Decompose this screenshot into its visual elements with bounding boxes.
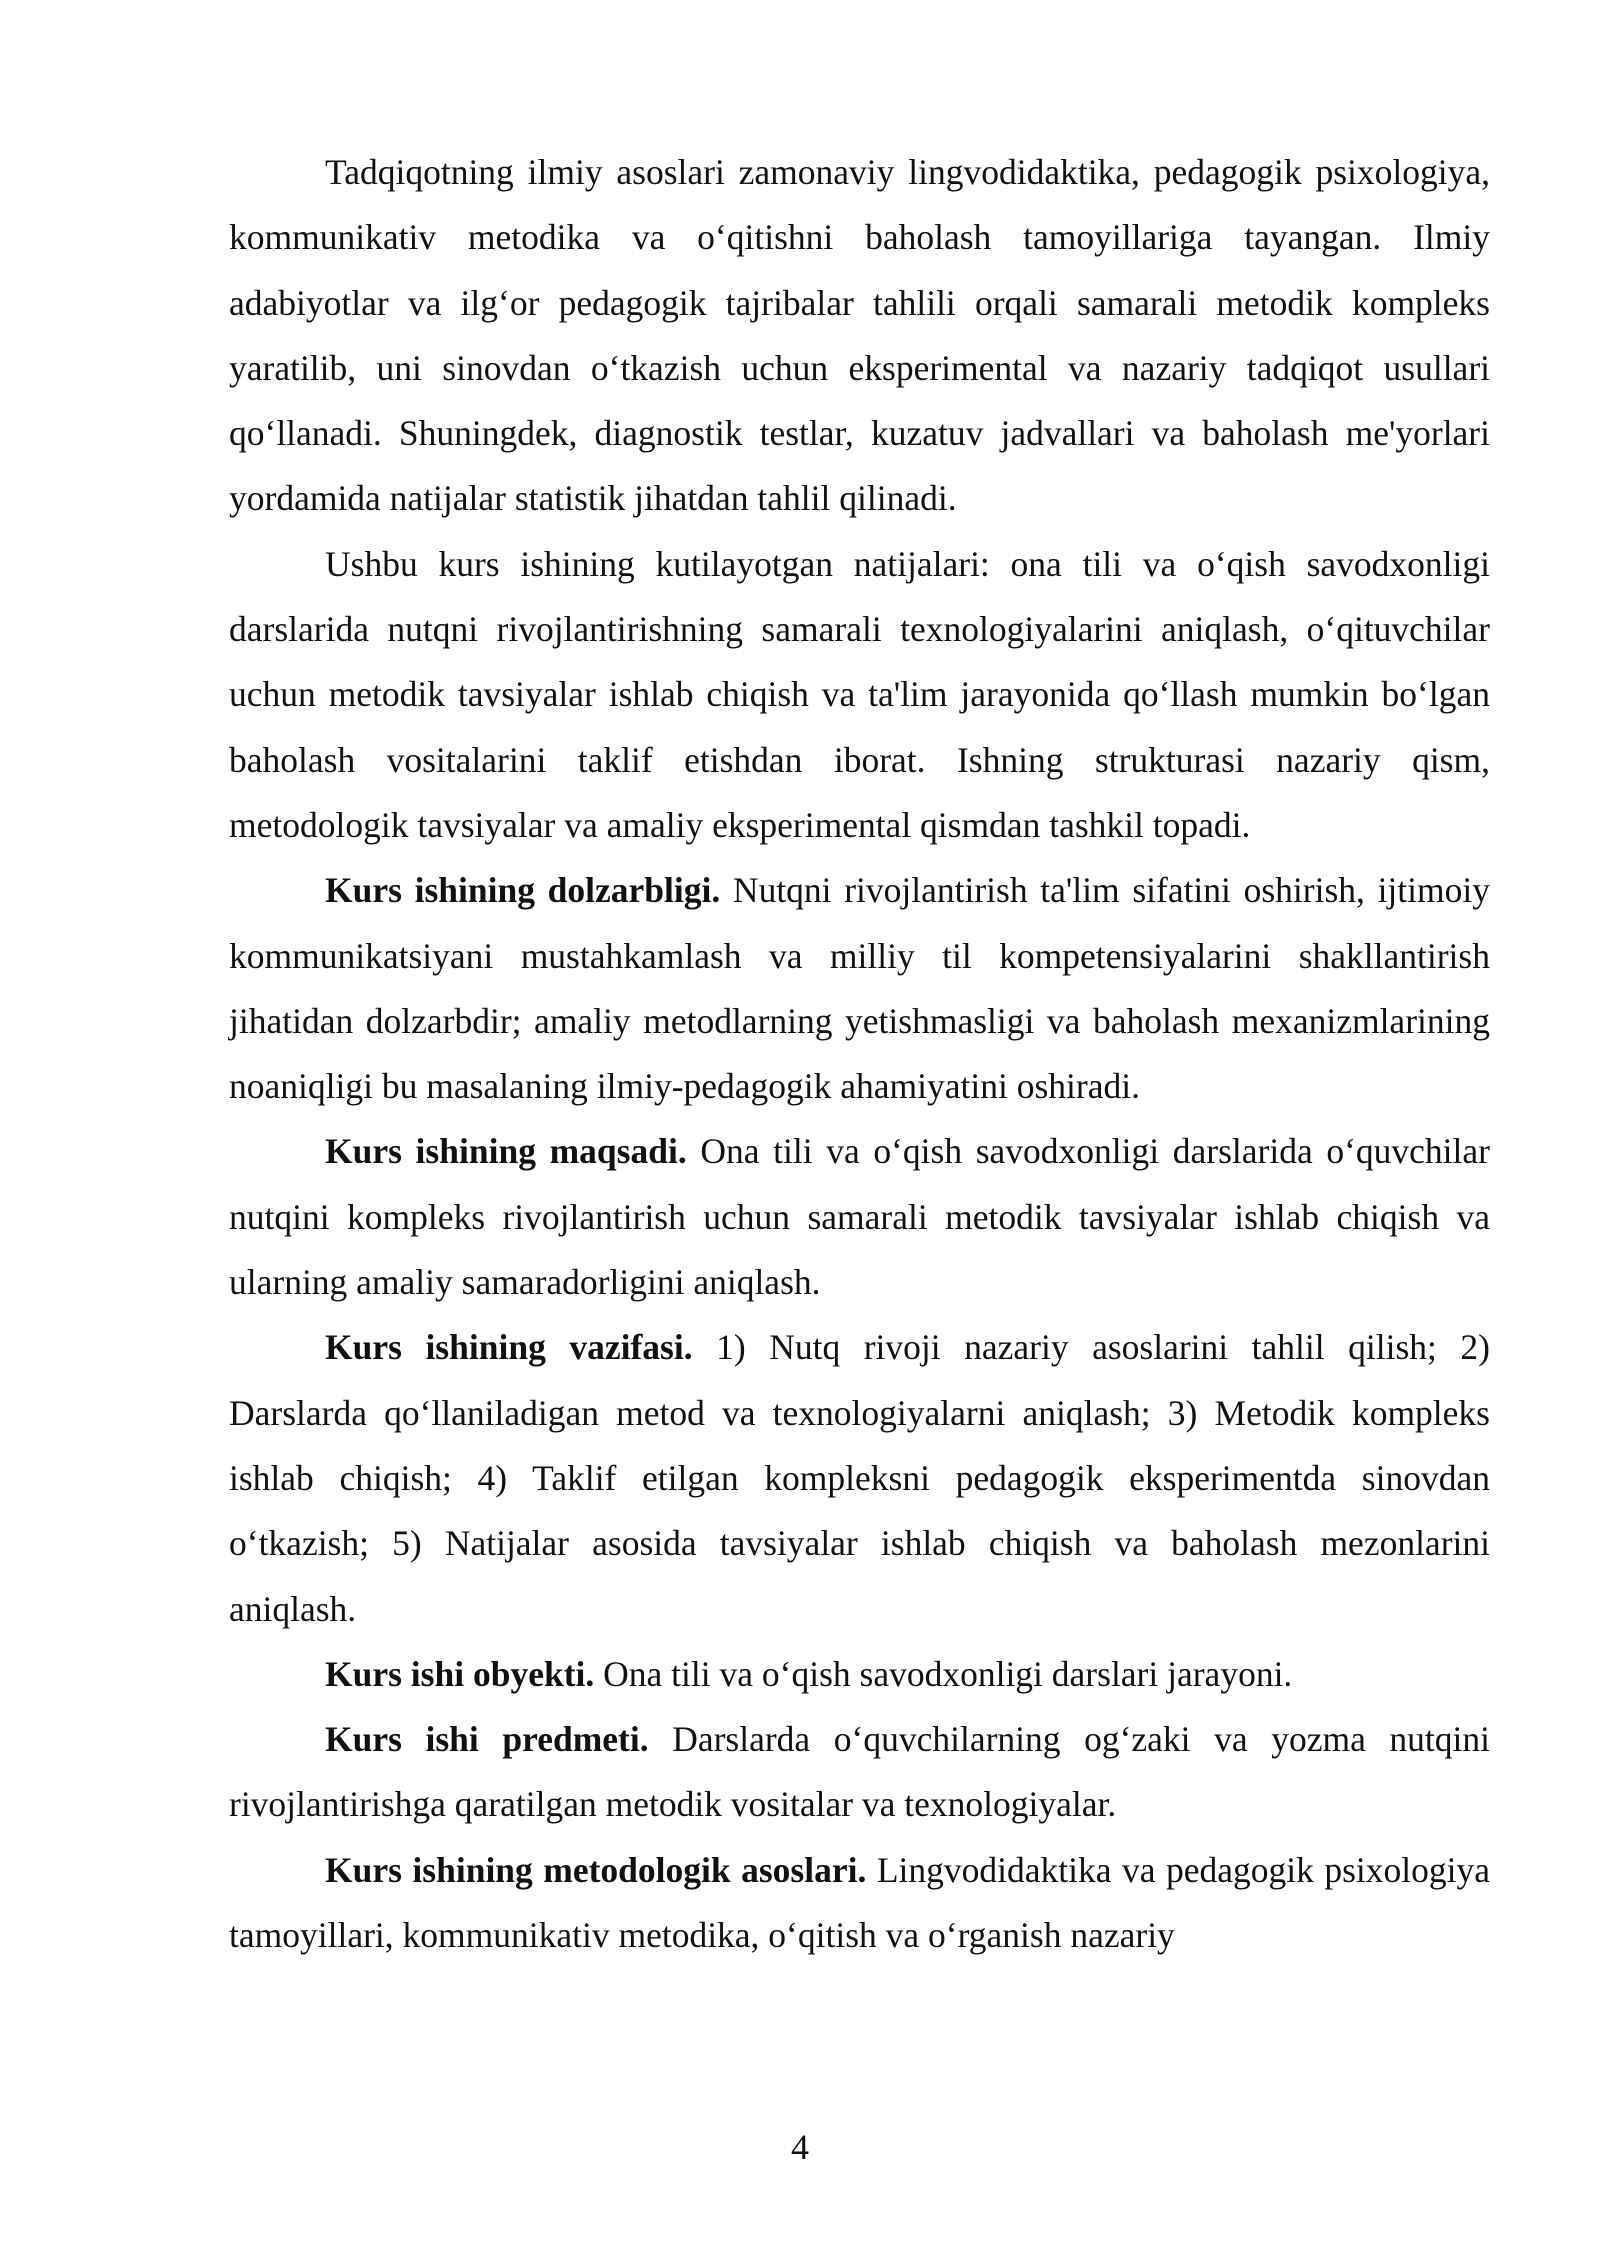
page-number: 4 bbox=[791, 2127, 809, 2167]
paragraph-text: Nutqni rivojlantirish ta'lim sifatini oshirish, ijtimoiy kommunikatsiyani mustahkamlash va milliy til kompetensiyalarini shakllantirish jihatidan dolzarbdir; amaliy metodlarning yetishmasligi va baholash mexanizmlarining noaniqligi bu masalaning ilmiy-pedagogik ahamiyatini oshiradi. bbox=[229, 870, 1490, 1107]
paragraph-text: Ona tili va o‘qish savodxonligi darslarida o‘quvchilar nutqini kompleks rivojlantirish uchun samarali metodik tavsiyalar ishlab chiqish va ularning amaliy samaradorligini aniqlash. bbox=[229, 1131, 1490, 1303]
paragraph-goal bbox=[229, 1119, 1490, 1315]
paragraph-object bbox=[229, 1642, 1490, 1707]
paragraph-relevance bbox=[229, 858, 1490, 1119]
paragraph-text: Ushbu kurs ishining kutilayotgan natijalari: ona tili va o‘qish savodxonligi darslarida nutqni rivojlantirishning samarali texnologiyalarini aniqlash, o‘qituvchilar uchun metodik tavsiyalar ishlab chiqish va ta'lim jarayonida qo‘llash mumkin bo‘lgan baholash vositalarini taklif etishdan iborat. Ishning strukturasi nazariy qism, metodologik tavsiyalar va amaliy eksperimental qismdan tashkil topadi. bbox=[229, 543, 1490, 845]
paragraph-heading: Kurs ishining dolzarbligi. bbox=[325, 870, 721, 911]
paragraph-heading: Kurs ishi obyekti. bbox=[325, 1653, 595, 1694]
paragraph-subject bbox=[229, 1707, 1490, 1838]
paragraph-tasks bbox=[229, 1315, 1490, 1641]
paragraph-heading: Kurs ishining maqsadi. bbox=[325, 1131, 687, 1172]
paragraph-heading: Kurs ishining metodologik asoslari. bbox=[325, 1849, 867, 1890]
paragraph-heading: Kurs ishining vazifasi. bbox=[325, 1327, 693, 1368]
paragraph-text: 1) Nutq rivoji nazariy asoslarini tahlil qilish; 2) Darslarda qo‘llaniladigan metod va texnologiyalarni aniqlash; 3) Metodik kompleks ishlab chiqish; 4) Taklif etilgan kompleksni pedagogik eksperimentda sinovdan o‘tkazish; 5) Natijalar asosida tavsiyalar ishlab chiqish va baholash mezonlarini aniqlash. bbox=[229, 1327, 1490, 1629]
paragraph-text: Darslarda o‘quvchilarning og‘zaki va yozma nutqini rivojlantirishga qaratilgan metodik vositalar va texnologiyalar. bbox=[229, 1719, 1490, 1825]
paragraph-research-basis bbox=[229, 140, 1490, 532]
paragraph-expected-results bbox=[229, 532, 1490, 858]
paragraph-text: Tadqiqotning ilmiy asoslari zamonaviy lingvodidaktika, pedagogik psixologiya, kommunikativ metodika va o‘qitishni baholash tamoyillariga tayangan. Ilmiy adabiyotlar va ilg‘or pedagogik tajribalar tahlili orqali samarali metodik kompleks yaratilib, uni sinovdan o‘tkazish uchun eksperimental va nazariy tadqiqot usullari qo‘llanadi. Shuningdek, diagnostik testlar, kuzatuv jadvallari va baholash me'yorlari yordamida natijalar statistik jihatdan tahlil qilinadi. bbox=[229, 152, 1490, 519]
paragraph-text: Ona tili va o‘qish savodxonligi darslari jarayoni. bbox=[594, 1653, 1293, 1694]
paragraph-heading: Kurs ishi predmeti. bbox=[325, 1719, 649, 1760]
document-page bbox=[229, 140, 1490, 1968]
paragraph-methodology bbox=[229, 1838, 1490, 1969]
paragraph-text: Lingvodidaktika va pedagogik psixologiya tamoyillari, kommunikativ metodika, o‘qitish va o‘rganish nazariy bbox=[229, 1849, 1490, 1956]
